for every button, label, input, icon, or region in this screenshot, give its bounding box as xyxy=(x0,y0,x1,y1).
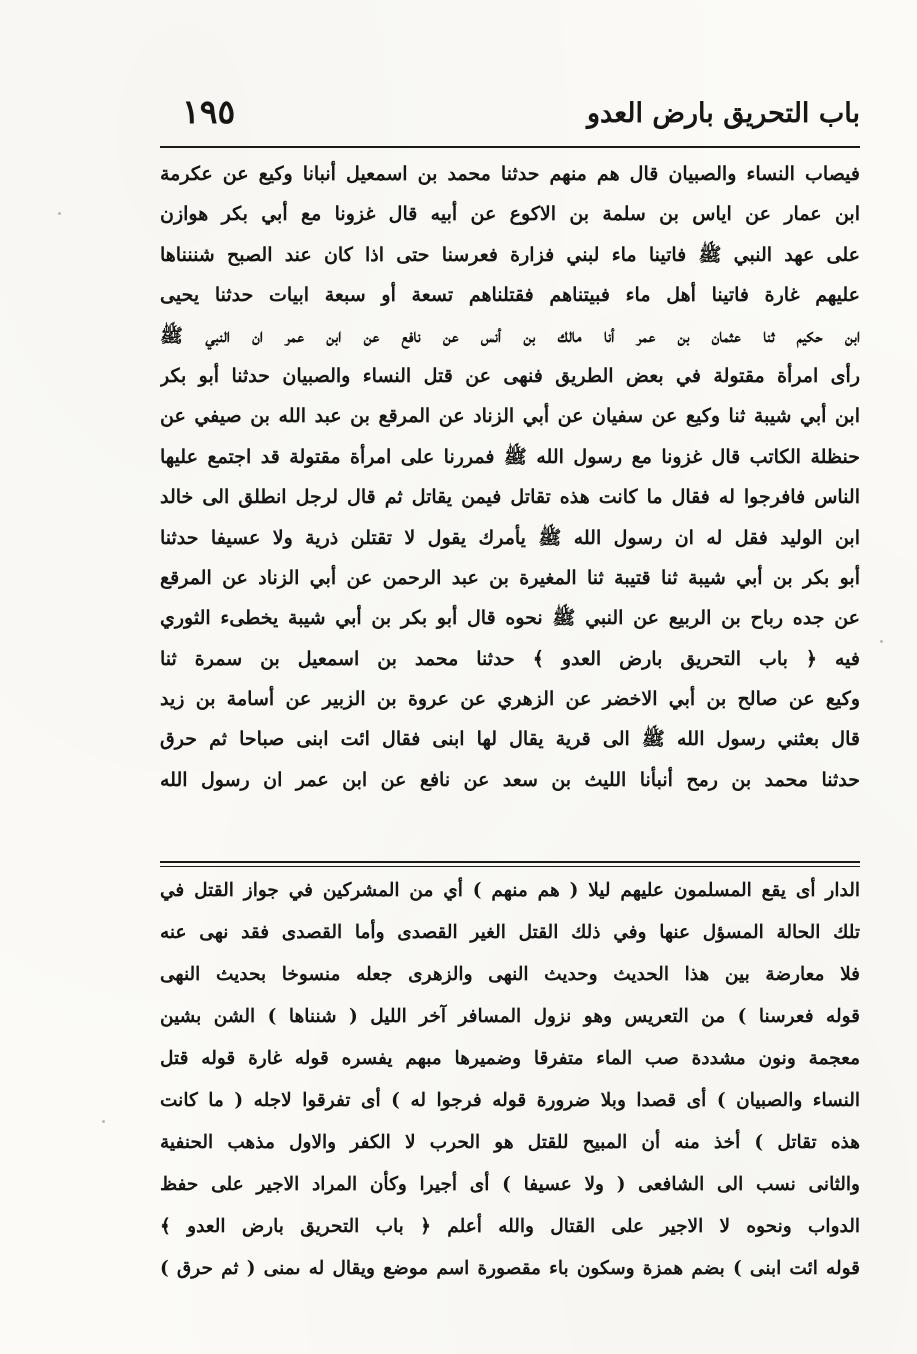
main-text-line: ابن حكيم ثنا عثمان بن عمر أنا مالك بن أنس عن نافع عن ابن عمر ان النبي ﷺ xyxy=(160,324,860,347)
main-text-line: ابن أبي شيبة ثنا وكيع عن سفيان عن أبي الزناد عن المرقع بن عبد الله بن صيفي عن xyxy=(160,405,860,428)
commentary-divider-thin xyxy=(160,866,860,867)
commentary-line: هذه تقاتل ) أخذ منه أن المبيح للقتل هو الحرب لا الكفر والاول مذهب الحنفية xyxy=(160,1132,860,1153)
commentary-line: والثانى نسب الى الشافعى ( ولا عسيفا ) أى أجيرا وكأن المراد الاجير على حفظ xyxy=(160,1174,860,1195)
commentary-block xyxy=(160,870,860,1290)
main-text-line: على عهد النبي ﷺ فاتينا ماء لبني فزارة فعرسنا حتى اذا كان عند الصبح شننناها xyxy=(160,243,860,266)
main-text-line: عليهم غارة فاتينا أهل ماء فبيتناهم فقتلناهم تسعة أو سبعة ابيات حدثنا يحيى xyxy=(160,284,860,307)
main-text-line: حدثنا محمد بن رمح أنبأنا الليث بن سعد عن نافع عن ابن عمر ان رسول الله xyxy=(160,768,860,791)
commentary-line: النساء والصبيان ) أى قصدا وبلا ضرورة قوله فرجوا له ) أى تفرقوا لاجله ( ما كانت xyxy=(160,1090,860,1111)
main-text-line: أبو بكر بن أبي شيبة ثنا قتيبة ثنا المغيرة بن عبد الرحمن عن أبي الزناد عن المرقع xyxy=(160,566,860,589)
scan-speck xyxy=(880,640,883,643)
page-header xyxy=(160,92,860,146)
main-text-line: فيصاب النساء والصبيان قال هم منهم حدثنا محمد بن اسمعيل أنبانا وكيع عن عكرمة xyxy=(160,163,860,185)
commentary-divider xyxy=(160,861,860,863)
main-text-line: الناس فافرجوا له فقال ما كانت هذه تقاتل فيمن يقاتل ثم قال لرجل انطلق الى خالد xyxy=(160,486,860,509)
main-text-line: عن جده رباح بن الربيع عن النبي ﷺ نحوه قال أبو بكر بن أبي شيبة يخطىء الثوري xyxy=(160,607,860,630)
commentary-line: قوله ائت ابنى ) بضم همزة وسكون باء مقصورة اسم موضع ويقال له ىمنى ( ثم حرق ) xyxy=(160,1258,860,1279)
commentary-line: الدواب ونحوه لا الاجير على القتال والله أعلم ﴿ باب التحريق بارض العدو ﴾ xyxy=(160,1216,860,1237)
commentary-line: فلا معارضة بين هذا الحديث وحديث النهى والزهرى جعله منسوخا بحديث النهى xyxy=(160,964,860,985)
main-text-line: قال بعثني رسول الله ﷺ الى قرية يقال لها ابنى فقال ائت ابنى صباحا ثم حرق xyxy=(160,728,860,751)
main-text-block xyxy=(160,154,860,800)
main-text-line: ابن عمار عن اياس بن سلمة بن الاكوع عن أبيه قال غزونا مع أبي بكر هوازن xyxy=(160,203,860,226)
commentary-line: الدار أى يقع المسلمون عليهم ليلا ( هم منهم ) أي من المشركين في جواز القتل في xyxy=(160,880,860,901)
scan-speck xyxy=(102,1120,105,1123)
commentary-line: قوله فعرسنا ) من التعريس وهو نزول المسافر آخر الليل ( شنناها ) الشن بشين xyxy=(160,1006,860,1027)
page-number: ١٩٥ xyxy=(182,92,236,131)
commentary-line: تلك الحالة المسؤل عنها وفي ذلك القتل الغير القصدى وأما القصدى فقد نهى عنه xyxy=(160,922,860,943)
commentary-line: معجمة ونون مشددة صب الماء متفرقا وضميرها مبهم يفسره قوله غارة قوله قتل xyxy=(160,1048,860,1069)
main-text-line: وكيع عن صالح بن أبي الاخضر عن الزهري عن عروة بن الزبير عن أسامة بن زيد xyxy=(160,688,860,711)
main-text-line: حنظلة الكاتب قال غزونا مع رسول الله ﷺ فمررنا على امرأة مقتولة قد اجتمع عليها xyxy=(160,445,860,468)
header-rule xyxy=(160,146,860,148)
main-text-line: فيه ﴿ باب التحريق بارض العدو ﴾ حدثنا محمد بن اسمعيل بن سمرة ثنا xyxy=(160,647,860,670)
scan-speck xyxy=(58,212,61,215)
main-text-line: رأى امرأة مقتولة في بعض الطريق فنهى عن قتل النساء والصبيان حدثنا أبو بكر xyxy=(160,364,860,387)
chapter-title: باب التحريق بارض العدو xyxy=(587,98,860,129)
main-text-line: ابن الوليد فقل له ان رسول الله ﷺ يأمرك يقول لا تقتلن ذرية ولا عسيفا حدثنا xyxy=(160,526,860,549)
